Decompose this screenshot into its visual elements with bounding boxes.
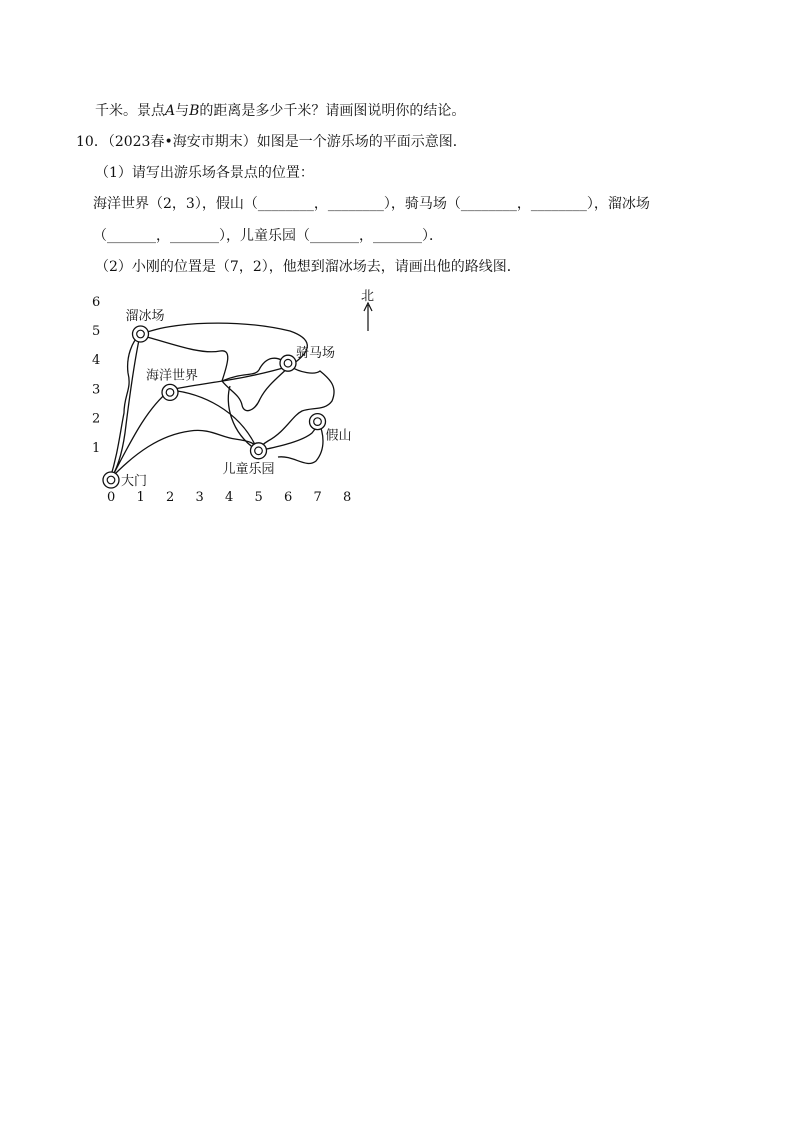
place-ring	[162, 384, 178, 400]
y-tick-5: 5	[92, 324, 101, 339]
north-label: 北	[361, 289, 375, 304]
y-tick-6: 6	[92, 294, 101, 310]
x-tick-7: 7	[313, 490, 322, 505]
place-ring	[280, 355, 296, 371]
y-tick-2: 2	[92, 411, 101, 427]
x-tick-3: 3	[195, 490, 204, 505]
fill-blank-line-2: （_______，_______），儿童乐园（_______，_______）．	[93, 228, 443, 244]
x-tick-6: 6	[284, 490, 293, 505]
place-marker	[146, 367, 198, 400]
place-label: 大门	[121, 474, 148, 489]
x-tick-5: 5	[254, 490, 263, 505]
amusement-park-map	[80, 283, 380, 513]
sub-question-1: （1）请写出游乐场各景点的位置：	[95, 165, 314, 181]
place-label: 儿童乐园	[222, 461, 275, 477]
prev-text-3: 的距离是多少千米？请画图说明你的结论。	[199, 103, 466, 119]
prev-text-1: 千米。景点	[95, 103, 165, 119]
place-ring	[310, 414, 326, 430]
x-tick-4: 4	[225, 490, 234, 505]
place-label: 骑马场	[296, 346, 336, 362]
x-tick-0: 0	[107, 490, 116, 505]
place-ring	[251, 443, 267, 459]
x-tick-2: 2	[166, 490, 175, 505]
north-arrow	[361, 289, 374, 331]
place-label: 溜冰场	[125, 309, 165, 324]
place-marker	[223, 443, 275, 477]
question-header	[76, 132, 467, 152]
x-tick-1: 1	[136, 490, 145, 505]
place-marker	[310, 414, 352, 444]
place-marker	[126, 308, 165, 342]
sub-question-2: （2）小刚的位置是（7，2），他想到溜冰场去，请画出他的路线图．	[95, 259, 521, 275]
point-a-label: A	[165, 103, 176, 119]
x-tick-8: 8	[343, 490, 352, 505]
prev-text-2: 与	[175, 103, 190, 119]
place-ring	[133, 326, 149, 342]
place-label: 海洋世界	[146, 368, 199, 384]
question-number: 10	[76, 134, 94, 150]
previous-question-tail	[95, 101, 465, 121]
place-label: 假山	[325, 428, 352, 444]
point-b-label: B	[189, 103, 200, 119]
place-ring	[103, 472, 119, 488]
place-marker	[103, 472, 147, 489]
y-tick-4: 4	[92, 353, 101, 369]
y-tick-3: 3	[92, 382, 101, 398]
question-source: ．（2023春•海安市期末）如图是一个游乐场的平面示意图．	[93, 134, 467, 150]
place-marker	[280, 345, 335, 371]
fill-blank-line-1: 海洋世界（2，3），假山（________，________），骑马场（________，________），溜冰场	[93, 196, 650, 212]
y-tick-1: 1	[92, 440, 101, 456]
